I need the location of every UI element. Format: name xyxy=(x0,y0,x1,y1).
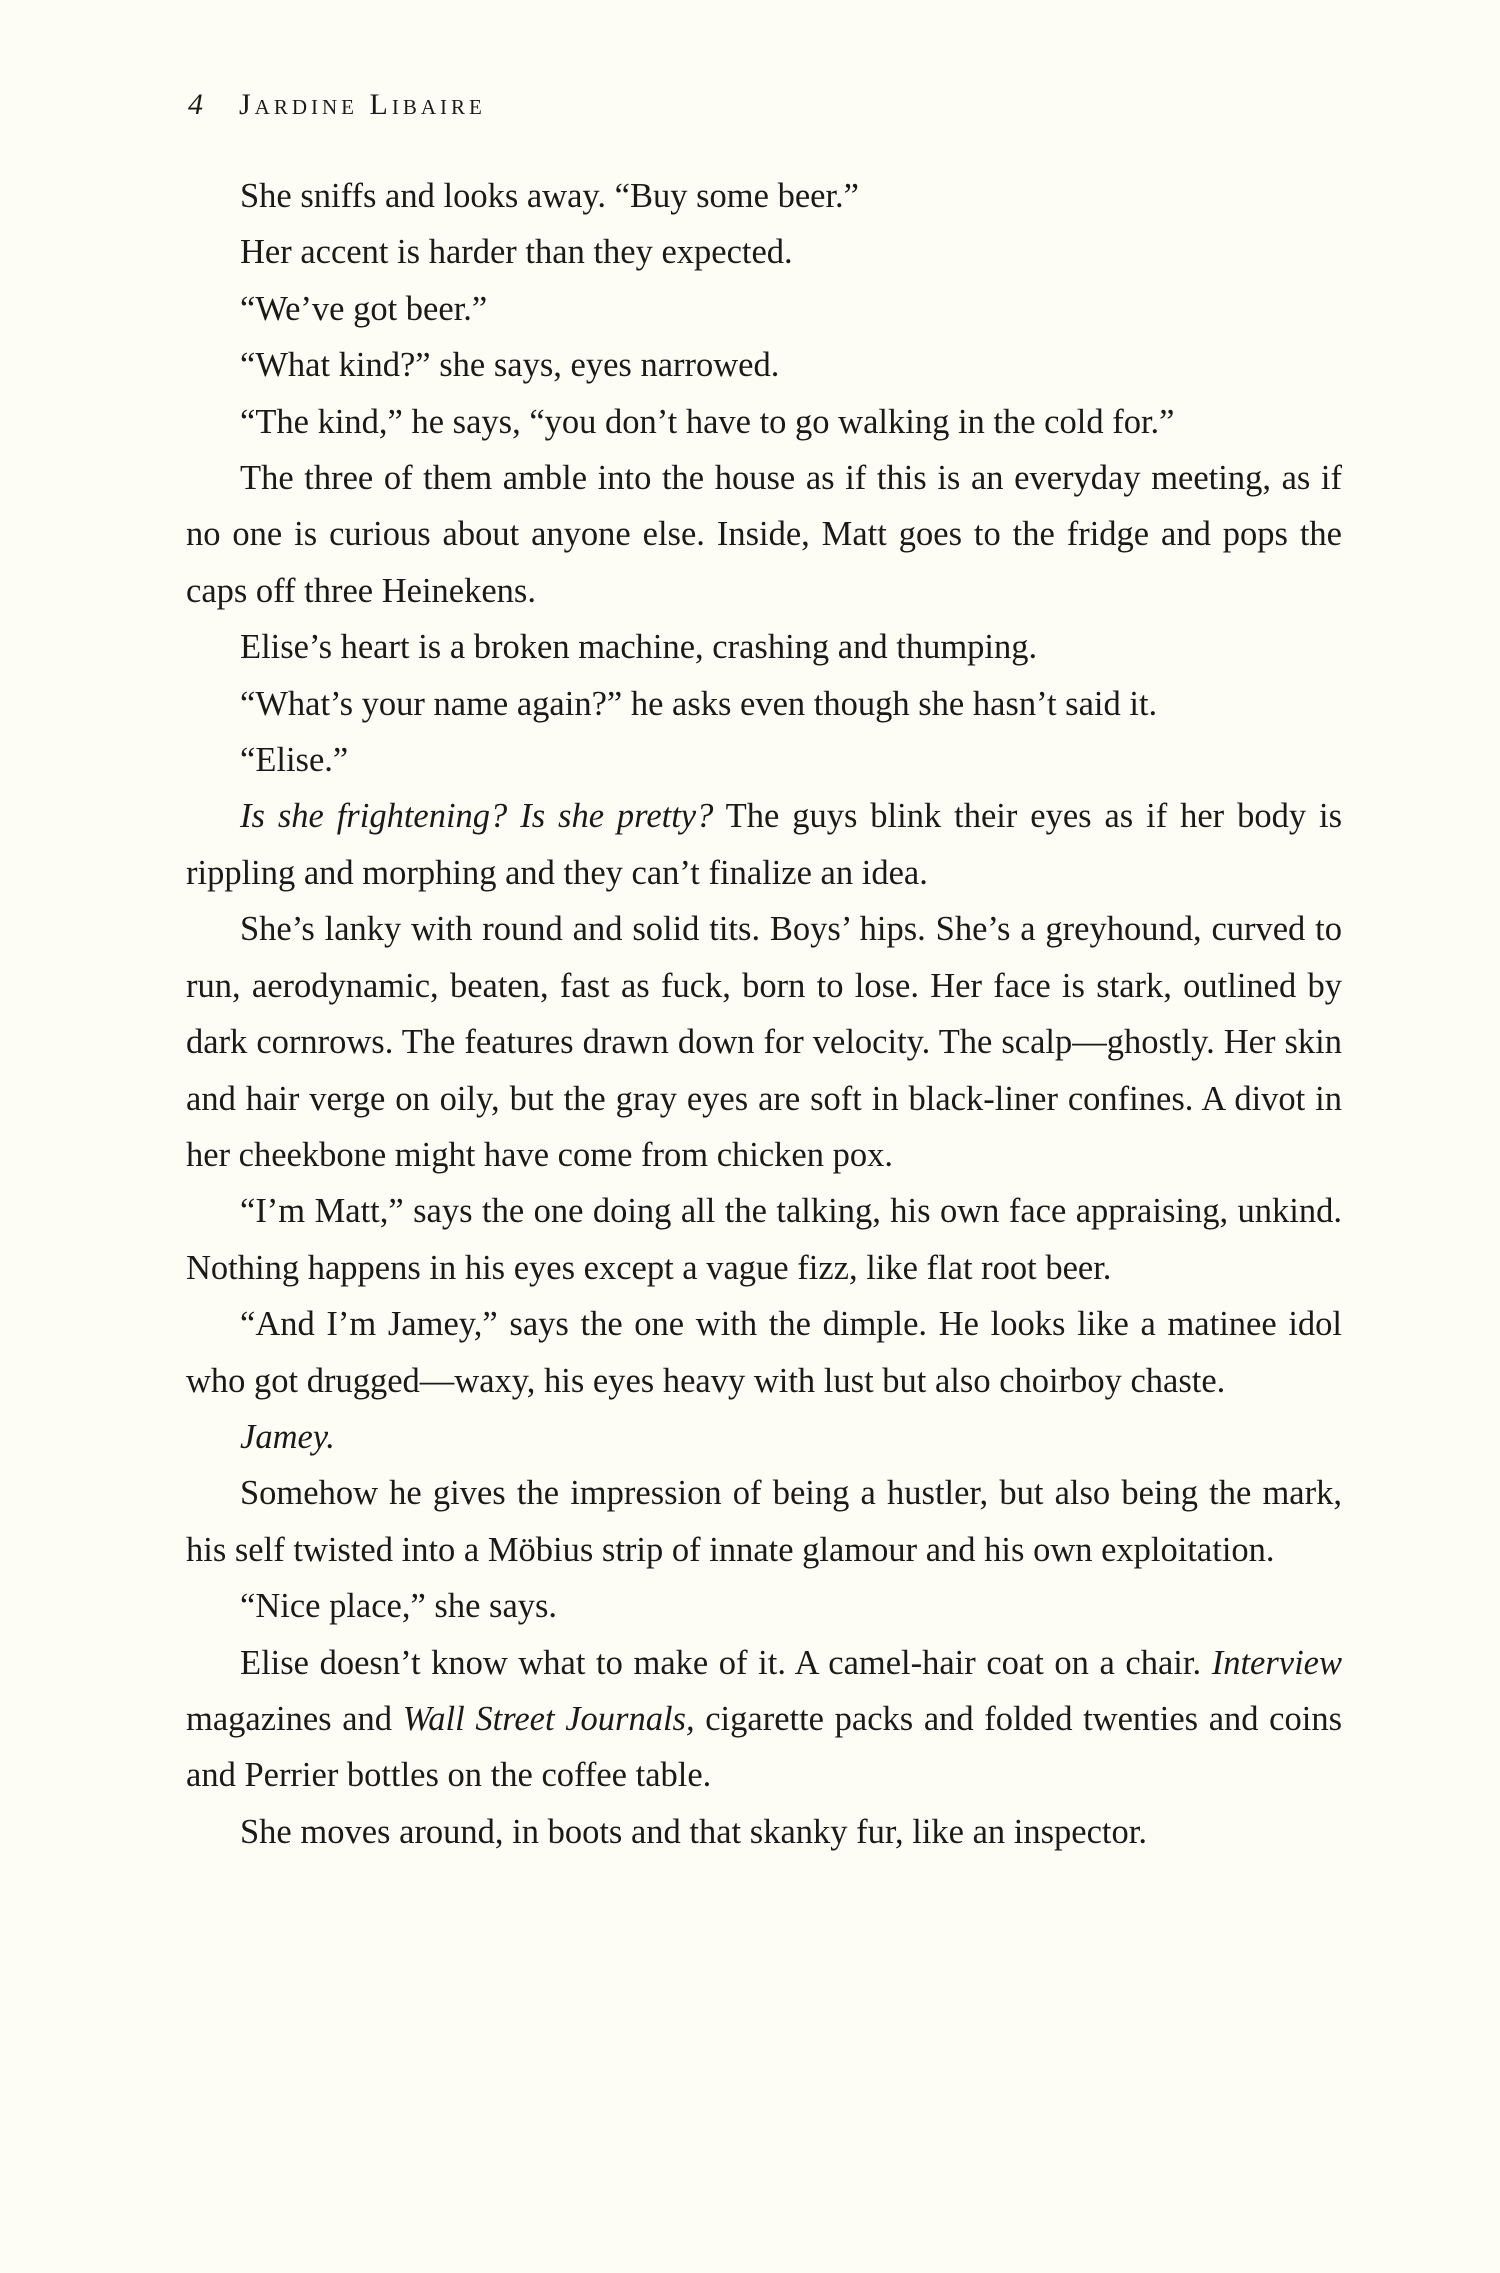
text-run: “We’ve got beer.” xyxy=(240,289,488,328)
paragraph xyxy=(186,1465,1342,1578)
text-run: “I’m Matt,” says the one doing all the talking, his own face appraising, unkind. Nothing happens in his eyes except a vague fizz, like flat root beer. xyxy=(186,1192,1342,1287)
text-run: magazines and xyxy=(186,1699,403,1738)
paragraph xyxy=(186,676,1342,732)
text-run: She moves around, in boots and that skanky fur, like an inspector. xyxy=(240,1812,1147,1851)
text-run: “Nice place,” she says. xyxy=(240,1587,558,1626)
text-run: Elise doesn’t know what to make of it. A camel-hair coat on a chair. xyxy=(240,1643,1212,1682)
paragraph xyxy=(186,1635,1342,1804)
body-text xyxy=(186,168,1342,1860)
text-run: “And I’m Jamey,” says the one with the dimple. He looks like a matinee idol who got drugged—waxy, his eyes heavy with lust but also choirboy chaste. xyxy=(186,1305,1342,1400)
paragraph xyxy=(186,281,1342,337)
text-run: Elise’s heart is a broken machine, crashing and thumping. xyxy=(240,628,1038,667)
text-run: She sniffs and looks away. “Buy some beer.” xyxy=(240,177,859,215)
text-run: Her accent is harder than they expected. xyxy=(240,233,793,272)
running-head-author: Jardine Libaire xyxy=(239,88,486,121)
text-run: “What kind?” she says, eyes narrowed. xyxy=(240,346,780,385)
paragraph xyxy=(186,1409,1342,1465)
paragraph xyxy=(186,394,1342,450)
paragraph xyxy=(186,168,1342,224)
italic-text: Jamey. xyxy=(240,1417,335,1456)
paragraph xyxy=(186,1296,1342,1409)
text-run: “The kind,” he says, “you don’t have to go walking in the cold for.” xyxy=(240,402,1175,441)
paragraph xyxy=(186,788,1342,901)
text-run: The three of them amble into the house as if this is an everyday meeting, as if no one is curious about anyone else. Inside, Matt goes to the fridge and pops the caps off three Heinekens. xyxy=(186,459,1342,610)
paragraph xyxy=(186,1183,1342,1296)
paragraph xyxy=(186,450,1342,619)
page-number: 4 xyxy=(188,88,203,121)
running-header xyxy=(188,88,486,132)
paragraph xyxy=(186,732,1342,788)
text-run: The guys blink their eyes as if her body is rippling and morphing and they can’t finalize an idea. xyxy=(186,797,1342,892)
paragraph xyxy=(186,337,1342,393)
paragraph xyxy=(186,619,1342,675)
paragraph xyxy=(186,1804,1342,1860)
text-run: cigarette packs and folded twenties and coins and Perrier bottles on the coffee table. xyxy=(186,1699,1343,1795)
italic-text: Interview xyxy=(1211,1643,1342,1682)
text-run: “What’s your name again?” he asks even though she hasn’t said it. xyxy=(240,684,1158,723)
paragraph xyxy=(186,901,1342,1183)
italic-text: Is she frightening? Is she pretty? xyxy=(240,797,714,836)
paragraph xyxy=(186,224,1342,280)
italic-text: Wall Street Journals, xyxy=(402,1699,695,1738)
text-run: Somehow he gives the impression of being a hustler, but also being the mark, his self twisted into a Möbius strip of innate glamour and his own exploitation. xyxy=(186,1474,1342,1569)
text-run: She’s lanky with round and solid tits. Boys’ hips. She’s a greyhound, curved to run, aerodynamic, beaten, fast as fuck, born to lose. Her face is stark, outlined by dark cornrows. The features drawn down for velocity. The scalp—ghostly. Her skin and hair verge on oily, but the gray eyes are soft in black-liner confines. A divot in her cheekbone might have come from chicken pox. xyxy=(186,910,1342,1174)
paragraph xyxy=(186,1578,1342,1634)
text-run: “Elise.” xyxy=(240,741,349,780)
